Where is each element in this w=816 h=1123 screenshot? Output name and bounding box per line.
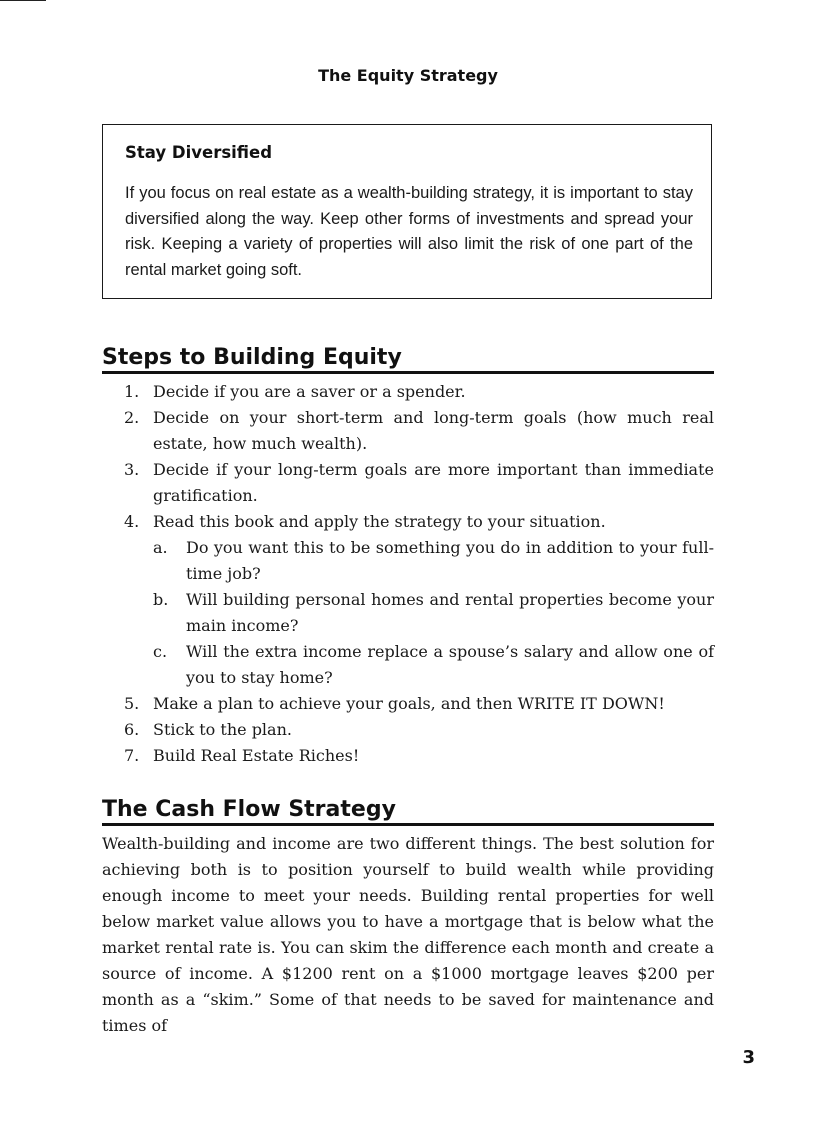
list-item	[102, 691, 714, 717]
list-item-number: 4.	[124, 512, 140, 531]
list-item-text: Stick to the plan.	[153, 720, 292, 739]
sidebar-body: If you focus on real estate as a wealth-building strategy, it is important to stay diversified along the way. Keep other forms of investments and spread your risk. Keeping a variety of properties will also limit the risk of one part of the rental market going soft.	[125, 184, 693, 279]
list-item-text: Decide if your long-term goals are more important than immediate gratification.	[153, 460, 714, 505]
list-item-number: 5.	[124, 694, 140, 713]
list-item	[102, 457, 714, 509]
sub-list-item-letter: c.	[153, 642, 168, 661]
sub-list-item-text: Do you want this to be something you do in addition to your full-time job?	[186, 538, 714, 583]
list-item-text: Decide if you are a saver or a spender.	[153, 382, 466, 401]
section-heading-cash-flow: The Cash Flow Strategy	[102, 795, 714, 826]
list-item-number: 3.	[124, 460, 140, 479]
sub-list-item-text: Will building personal homes and rental properties become your main income?	[186, 590, 714, 635]
list-item	[102, 717, 714, 743]
list-item-text: Make a plan to achieve your goals, and then WRITE IT DOWN!	[153, 694, 665, 713]
page-number: 3	[742, 1047, 755, 1068]
list-item-text: Decide on your short-term and long-term goals (how much real estate, how much wealth).	[153, 408, 714, 453]
section-heading-steps: Steps to Building Equity	[102, 343, 714, 374]
list-item-number: 7.	[124, 746, 140, 765]
sidebar-box	[102, 124, 712, 299]
list-item	[102, 509, 714, 535]
list-item-number: 6.	[124, 720, 140, 739]
cash-flow-paragraph: Wealth-building and income are two different things. The best solution for achieving both is to position yourself to build wealth while providing enough income to meet your needs. Building rental properties for well below market value allows you to have a mortgage that is below what the market rental rate is. You can skim the difference each month and create a source of income. A $1200 rent on a $1000 mortgage leaves $200 per month as a “skim.” Some of that needs to be saved for maintenance and times of	[102, 834, 714, 1035]
list-item	[102, 405, 714, 457]
sub-list-item	[102, 639, 714, 691]
list-item-number: 1.	[124, 382, 140, 401]
steps-list	[102, 379, 714, 769]
sub-list-item	[102, 587, 714, 639]
sub-list-item-text: Will the extra income replace a spouse’s salary and allow one of you to stay home?	[186, 642, 714, 687]
running-head: The Equity Strategy	[318, 66, 498, 85]
list-item-number: 2.	[124, 408, 140, 427]
sub-list-item-letter: a.	[153, 538, 168, 557]
list-item	[102, 379, 714, 405]
sidebar-title: Stay Diversified	[125, 143, 273, 162]
corner-rule	[0, 0, 46, 1]
list-item	[102, 743, 714, 769]
list-item-text: Read this book and apply the strategy to your situation.	[153, 512, 606, 531]
list-item-text: Build Real Estate Riches!	[153, 746, 360, 765]
sub-list-item-letter: b.	[153, 590, 169, 609]
sub-list-item	[102, 535, 714, 587]
